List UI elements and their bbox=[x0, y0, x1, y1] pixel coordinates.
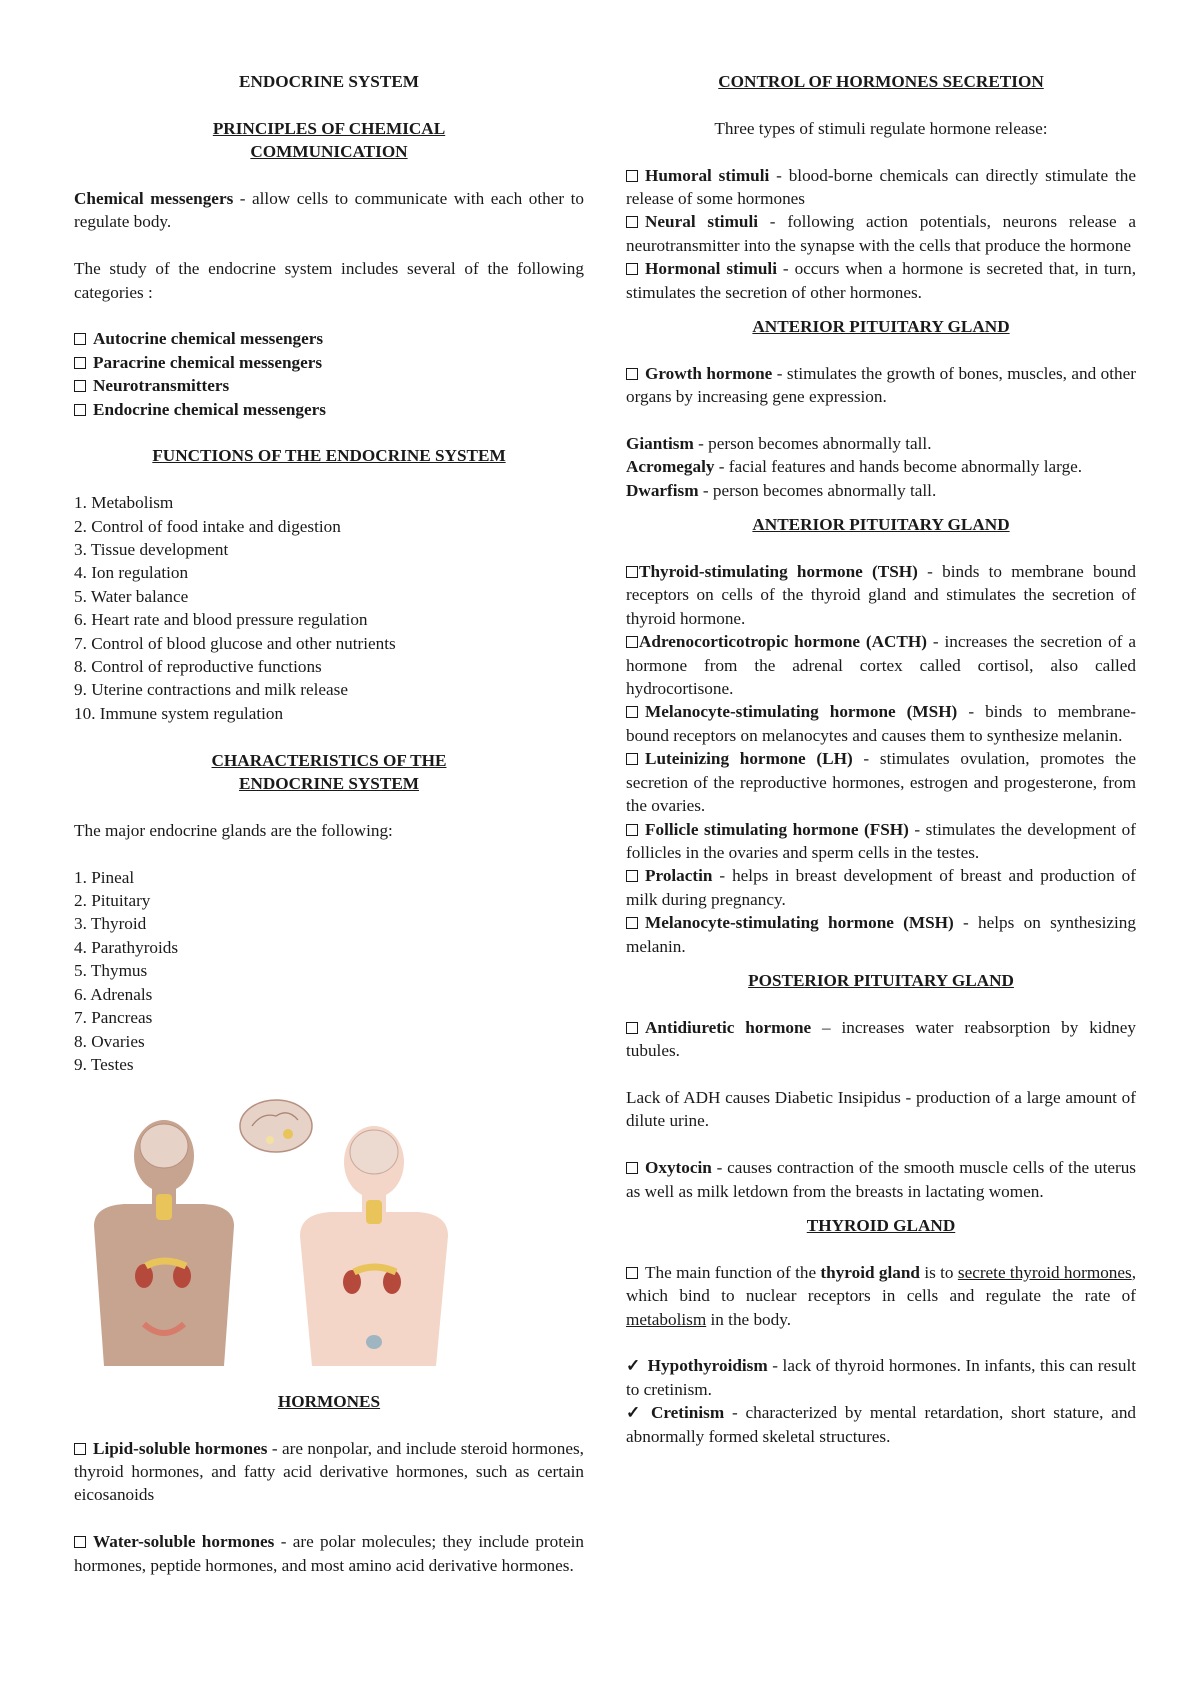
thyroid-gland-term: thyroid gland bbox=[820, 1262, 920, 1282]
hormone-term: Adrenocorticotropic hormone (ACTH) bbox=[639, 632, 927, 652]
cretinism-item bbox=[626, 1401, 1136, 1448]
list-item: 7. Control of blood glucose and other nutrients bbox=[74, 633, 396, 653]
list-item: 2. Control of food intake and digestion bbox=[74, 516, 341, 536]
lipid-soluble-paragraph bbox=[74, 1437, 584, 1507]
cretinism-term: Cretinism bbox=[650, 1403, 725, 1423]
thyroid-heading bbox=[626, 1214, 1136, 1237]
hormone-desc: - binds to membrane bound receptors on cells of the thyroid gland and stimulates the secretion of thyroid hormone. bbox=[626, 562, 1137, 628]
water-term: Water-soluble hormones bbox=[93, 1532, 275, 1552]
endocrine-illustration-svg bbox=[74, 1086, 494, 1366]
checkbox-icon bbox=[626, 706, 638, 718]
functions-list bbox=[74, 491, 584, 725]
condition-desc: - person becomes abnormally tall. bbox=[693, 434, 932, 454]
anterior-hormone-item bbox=[626, 700, 1136, 747]
checkbox-icon bbox=[626, 636, 638, 648]
hormone-desc: - binds to membrane-bound receptors on melanocytes and causes them to synthesize melanin. bbox=[626, 702, 1136, 745]
principles-heading-line-1: PRINCIPLES OF CHEMICAL bbox=[212, 118, 446, 138]
water-soluble-paragraph bbox=[74, 1530, 584, 1577]
hormone-desc: - stimulates the development of follicles in the ovaries and sperm cells in the testes. bbox=[626, 819, 1136, 862]
category-label: Endocrine chemical messengers bbox=[93, 399, 326, 419]
hormone-desc: - stimulates ovulation, promotes the secretion of the reproductive hormones, estrogen and progesterone, from the ovaries. bbox=[626, 749, 1136, 816]
list-item: 4. Parathyroids bbox=[74, 937, 179, 957]
thyroid-text-3: , which bind to nuclear receptors in cells and regulate the rate of bbox=[626, 1262, 1137, 1306]
checkbox-icon bbox=[626, 263, 638, 275]
checkbox-icon bbox=[74, 333, 86, 345]
posterior-pituitary-heading-text: POSTERIOR PITUITARY GLAND bbox=[748, 970, 1014, 990]
characteristics-heading-line-1: CHARACTERISTICS OF THE bbox=[211, 750, 447, 770]
thyroid-text-1: The main function of the bbox=[645, 1262, 821, 1282]
checkbox-icon bbox=[74, 1443, 86, 1455]
thyroid-text-4: in the body. bbox=[706, 1309, 792, 1329]
stimulus-desc: - following action potentials, neurons release a neurotransmitter into the synapse with the cells that produce the hormone bbox=[626, 212, 1136, 255]
stimulus-item bbox=[626, 164, 1136, 211]
checkmark-icon: ✓ bbox=[626, 1356, 641, 1376]
checkbox-icon bbox=[626, 566, 638, 578]
chem-messengers-paragraph bbox=[74, 187, 584, 234]
female-figure bbox=[300, 1126, 448, 1366]
characteristics-heading-line-2: ENDOCRINE SYSTEM bbox=[238, 774, 420, 794]
categories-list bbox=[74, 327, 584, 421]
oxytocin-term: Oxytocin bbox=[645, 1158, 712, 1178]
growth-hormone-paragraph bbox=[626, 362, 1136, 409]
checkbox-icon bbox=[626, 753, 638, 765]
lipid-desc: - are nonpolar, and include steroid hormones, thyroid hormones, and fatty acid derivative hormones, such as certain eicosanoids bbox=[74, 1438, 584, 1505]
adh-paragraph bbox=[626, 1016, 1136, 1063]
list-item: 3. Thyroid bbox=[74, 914, 147, 934]
checkbox-icon bbox=[626, 870, 638, 882]
checkbox-icon bbox=[626, 1267, 638, 1279]
hypothyroidism-desc: - lack of thyroid hormones. In infants, this can result to cretinism. bbox=[626, 1356, 1136, 1399]
list-item: 3. Tissue development bbox=[74, 540, 229, 560]
anterior-hormone-item bbox=[626, 911, 1136, 958]
hypothyroidism-term: Hypothyroidism bbox=[647, 1356, 768, 1376]
male-brain bbox=[140, 1124, 188, 1168]
hormone-term: Melanocyte-stimulating hormone (MSH) bbox=[645, 702, 958, 722]
list-item: 6. Heart rate and blood pressure regulation bbox=[74, 610, 368, 630]
stimulus-term: Neural stimuli bbox=[645, 212, 759, 232]
stimulus-item bbox=[626, 210, 1136, 257]
adh-desc: – increases water reabsorption by kidney tubules. bbox=[626, 1017, 1136, 1061]
hormone-desc: - helps in breast development of breast and production of milk during pregnancy. bbox=[626, 866, 1136, 909]
list-item: 8. Control of reproductive functions bbox=[74, 657, 322, 677]
male-torso bbox=[94, 1204, 234, 1366]
anterior-hormone-item bbox=[626, 747, 1136, 817]
list-item bbox=[74, 351, 584, 374]
list-item: 1. Pineal bbox=[74, 867, 135, 887]
condition-term: Acromegaly bbox=[626, 457, 715, 477]
stimulus-term: Humoral stimuli bbox=[645, 165, 770, 185]
female-testes bbox=[366, 1335, 382, 1349]
checkbox-icon bbox=[626, 368, 638, 380]
stimulus-desc: - occurs when a hormone is secreted that, in turn, stimulates the secretion of other hormones. bbox=[626, 259, 1137, 302]
female-brain bbox=[350, 1130, 398, 1174]
control-heading-text: CONTROL OF HORMONES SECRETION bbox=[718, 72, 1044, 91]
oxytocin-paragraph bbox=[626, 1156, 1136, 1203]
condition-desc: - facial features and hands become abnormally large. bbox=[714, 457, 1083, 477]
checkbox-icon bbox=[626, 917, 638, 929]
category-label: Autocrine chemical messengers bbox=[93, 329, 324, 349]
chem-messengers-term: Chemical messengers bbox=[74, 189, 234, 208]
study-paragraph: The study of the endocrine system includes several of the following categories : bbox=[74, 259, 584, 302]
principles-heading bbox=[74, 117, 584, 164]
growth-desc: - stimulates the growth of bones, muscles, and other organs by increasing gene expression. bbox=[626, 363, 1136, 407]
list-item: 2. Pituitary bbox=[74, 891, 151, 911]
condition-desc: - person becomes abnormally tall. bbox=[698, 480, 937, 500]
hormone-term: Melanocyte-stimulating hormone (MSH) bbox=[645, 913, 954, 933]
list-item: 1. Metabolism bbox=[74, 493, 174, 513]
condition-term: Giantism bbox=[626, 434, 694, 454]
anterior-pituitary-heading-1-text: ANTERIOR PITUITARY GLAND bbox=[752, 317, 1010, 337]
list-item: 5. Water balance bbox=[74, 586, 189, 606]
secrete-thyroid-hormones-text: secrete thyroid hormones bbox=[957, 1262, 1132, 1282]
checkbox-icon bbox=[626, 824, 638, 836]
checkbox-icon bbox=[74, 404, 86, 416]
pineal-gland-marker bbox=[283, 1129, 293, 1139]
hormone-desc: - helps on synthesizing melanin. bbox=[626, 913, 1136, 956]
checkbox-icon bbox=[74, 357, 86, 369]
document-title: ENDOCRINE SYSTEM bbox=[238, 72, 420, 91]
right-column bbox=[626, 70, 1136, 1448]
thyroid-heading-text: THYROID GLAND bbox=[806, 1215, 956, 1235]
anterior-pituitary-heading-2-text: ANTERIOR PITUITARY GLAND bbox=[752, 515, 1010, 535]
oxytocin-desc: - causes contraction of the smooth muscle cells of the uterus as well as milk letdown from the breasts in lactating women. bbox=[626, 1158, 1136, 1201]
list-item: 6. Adrenals bbox=[74, 984, 153, 1004]
hormone-term: Thyroid-stimulating hormone (TSH) bbox=[639, 562, 918, 582]
condition-item bbox=[626, 479, 1136, 502]
condition-term: Dwarfism bbox=[626, 480, 699, 500]
list-item: 9. Uterine contractions and milk release bbox=[74, 680, 348, 700]
list-item: 10. Immune system regulation bbox=[74, 703, 284, 723]
checkbox-icon bbox=[626, 1022, 638, 1034]
hormone-term: Follicle stimulating hormone (FSH) bbox=[645, 819, 909, 839]
female-thyroid bbox=[366, 1200, 382, 1224]
thyroid-paragraph bbox=[626, 1261, 1136, 1331]
adh-term: Antidiuretic hormone bbox=[645, 1017, 812, 1037]
category-label: Neurotransmitters bbox=[93, 376, 230, 396]
list-item: 4. Ion regulation bbox=[74, 563, 189, 583]
list-item bbox=[74, 374, 584, 397]
control-heading bbox=[626, 70, 1136, 93]
endocrine-glands-illustration bbox=[74, 1086, 584, 1366]
water-desc: - are polar molecules; they include protein hormones, peptide hormones, and most amino acid derivative hormones. bbox=[74, 1532, 584, 1575]
category-label: Paracrine chemical messengers bbox=[93, 352, 323, 372]
anterior-pituitary-heading-2 bbox=[626, 513, 1136, 536]
anterior-hormone-item bbox=[626, 864, 1136, 911]
stimulus-term: Hormonal stimuli bbox=[645, 259, 777, 279]
stimulus-desc: - blood-borne chemicals can directly stimulate the release of some hormones bbox=[626, 165, 1136, 208]
brain-inset bbox=[240, 1100, 312, 1152]
hormone-desc: - increases the secretion of a hormone from the adrenal cortex called cortisol, also called hydrocortisone. bbox=[626, 632, 1136, 699]
characteristics-heading bbox=[74, 749, 584, 796]
hypothyroidism-item bbox=[626, 1354, 1136, 1401]
stimulus-item bbox=[626, 257, 1136, 304]
principles-heading-line-2: COMMUNICATION bbox=[250, 142, 408, 162]
glands-list bbox=[74, 866, 584, 1077]
functions-heading bbox=[74, 444, 584, 467]
list-item: 7. Pancreas bbox=[74, 1008, 153, 1028]
anterior-pituitary-heading-1 bbox=[626, 315, 1136, 338]
condition-item bbox=[626, 455, 1136, 478]
list-item: 9. Testes bbox=[74, 1054, 134, 1074]
anterior-hormone-item bbox=[626, 560, 1136, 630]
checkbox-icon bbox=[626, 216, 638, 228]
condition-item bbox=[626, 432, 1136, 455]
checkbox-icon bbox=[74, 1536, 86, 1548]
pituitary-gland-marker bbox=[266, 1136, 274, 1144]
list-item bbox=[74, 327, 584, 350]
anterior-hormone-item bbox=[626, 818, 1136, 865]
anterior-hormone-item bbox=[626, 630, 1136, 700]
checkbox-icon bbox=[74, 380, 86, 392]
male-figure bbox=[94, 1120, 234, 1366]
cretinism-desc: - characterized by mental retardation, short stature, and abnormally formed skeletal structures. bbox=[626, 1403, 1137, 1446]
chem-messengers-desc: - allow cells to communicate with each other to regulate body. bbox=[74, 189, 584, 232]
checkmark-icon: ✓ bbox=[626, 1403, 644, 1423]
metabolism-text: metabolism bbox=[626, 1309, 707, 1329]
checkbox-icon bbox=[626, 1162, 638, 1174]
lipid-term: Lipid-soluble hormones bbox=[93, 1438, 268, 1458]
male-thyroid bbox=[156, 1194, 172, 1220]
hormones-heading bbox=[74, 1390, 584, 1413]
hormone-term: Prolactin bbox=[645, 866, 713, 886]
list-item bbox=[74, 398, 584, 421]
adh-lack-paragraph: Lack of ADH causes Diabetic Insipidus - production of a large amount of dilute urine. bbox=[626, 1087, 1136, 1131]
thyroid-text-2: is to bbox=[919, 1262, 958, 1282]
posterior-pituitary-heading bbox=[626, 969, 1136, 992]
hormone-term: Luteinizing hormone (LH) bbox=[645, 749, 853, 769]
control-intro: Three types of stimuli regulate hormone release: bbox=[714, 118, 1048, 138]
checkbox-icon bbox=[626, 170, 638, 182]
functions-heading-text: FUNCTIONS OF THE ENDOCRINE SYSTEM bbox=[152, 446, 506, 466]
glands-intro: The major endocrine glands are the following: bbox=[74, 820, 393, 840]
growth-term: Growth hormone bbox=[645, 363, 773, 383]
hormones-heading-text: HORMONES bbox=[277, 1391, 381, 1411]
list-item: 8. Ovaries bbox=[74, 1031, 145, 1051]
left-column bbox=[74, 70, 584, 1577]
list-item: 5. Thymus bbox=[74, 961, 148, 981]
